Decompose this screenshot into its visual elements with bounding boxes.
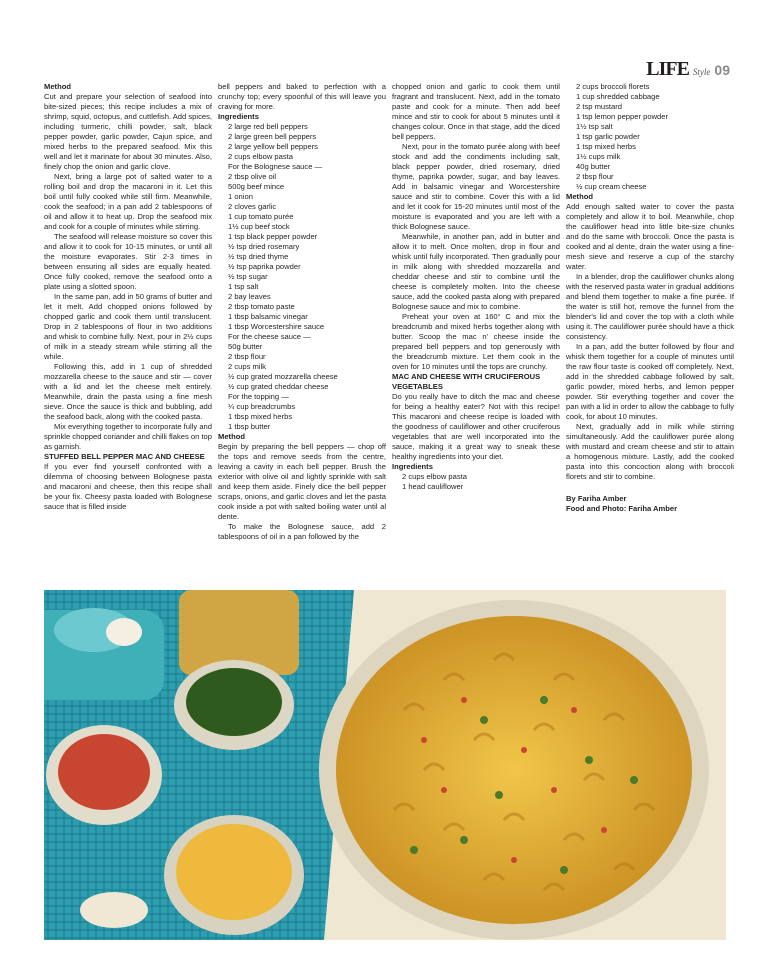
magazine-logo: LIFE [646,58,689,80]
section-heading: Ingredients [218,112,259,121]
byline [566,494,734,514]
ingredient-item: 2 bay leaves [228,292,271,301]
food-photo [44,590,726,940]
magazine-logo-sub: Style [692,67,711,77]
chili-flakes [58,734,150,810]
ingredient-item: ½ cup cream cheese [576,182,647,191]
ingredient-item: 2 cups broccoli florets [576,82,650,91]
paragraph: Mix everything together to incorporate fully and sprinkle chopped coriander and chilli flakes on top as garnish. [44,422,213,451]
paragraph: To make the Bolognese sauce, add 2 tablespoons of oil in a pan followed by the [218,522,386,541]
ingredient-item: ½ tsp dried thyme [228,252,289,261]
page-number: 09 [714,62,730,78]
ingredient-item: 1 tbsp butter [228,422,271,431]
paragraph: Next, gradually add in milk while stirring simultaneously. Add the cauliflower purée along with mustard and cream cheese and stir to attain a homogenous mixture. Lastly, add the cooked pasta into this concoction along with broccoli florets and stir to combine. [566,422,734,481]
byline-photo-credit: Food and Photo: Fariha Amber [566,504,678,513]
ingredient-item: For the cheese sauce — [228,332,311,341]
paragraph: Preheat your oven at 160° C and mix the breadcrumb and mixed herbs together along with butter. Scoop the mac n' cheese inside the prepared bell peppers and top generously with the breadcrumb mixture. Let them cook in the oven for 10 minutes until the tops are crunchy. [392,312,560,371]
ingredient-item: 1½ cups milk [576,152,621,161]
ingredient-item: 2 tbsp flour [576,172,614,181]
paragraph: The seafood will release moisture so cover this and allow it to cook for 10-15 minutes, or until all the moisture evaporates. Stir 2-3 times in between ensuring all sides are equally heated. Once fully cooked, remove the seafood onto a plate using a slotted spoon. [44,232,212,291]
mac-and-cheese [336,616,692,924]
paragraph: Add enough salted water to cover the pasta completely and allow it to boil. Meanwhile, chop the cauliflower head into little bite-size chunks and do the same with broccoli. Once the pasta is cooked and al dente, drain the water using a fine-mesh sieve and reserve a cup of the starchy water. [566,202,734,271]
ingredient-item: 2 cloves garlic [228,202,277,211]
section-heading: STUFFED BELL PEPPER MAC AND CHEESE [44,452,205,461]
ingredient-item: ½ cup grated cheddar cheese [228,382,329,391]
ingredient-item: 1 tbsp Worcestershire sauce [228,322,325,331]
ingredient-item: 2 cups elbow pasta [402,472,468,481]
ingredient-item: 2 large yellow bell peppers [228,142,318,151]
ingredient-item: 50g butter [228,342,263,351]
ingredient-item: 1 tsp garlic powder [576,132,640,141]
ingredient-item: 1 tsp mixed herbs [576,142,636,151]
paragraph: In the same pan, add in 50 grams of butter and let it melt. Add chopped onions followed by chopped garlic and cook them until translucent. Drop in 2 tablespoons of flour in two additions and whisk to combine fully. Next, pour in 2½ cups of milk in a steady stream while stirring all the while. [44,292,212,361]
ingredient-item: 1½ cup beef stock [228,222,290,231]
paragraph: Meanwhile, in another pan, add in butter and allow it to melt. Once molten, drop in flour and whisk until fully incorporated. Then gradually pour in milk along with shredded mozzarella and cheddar cheese and stir to combine until the cheese is completely molten. Into the cheese sauce, add the cooked pasta along with prepared Bolognese sauce and mix to combine. [392,232,560,311]
text-column-2 [218,82,386,542]
paragraph: bell peppers and baked to perfection with a crunchy top; every spoonful of this will leave you craving for more. [218,82,386,111]
ingredient-item: 1 onion [228,192,253,201]
paragraph: Cut and prepare your selection of seafood into bite-sized pieces; this recipe includes a mix of shrimp, squid, octopus, and cuttlefish. Add spices, including turmeric, chilli powder, salt, black pepper powder, garlic powder, Cajun spice, and mixed herbs to the prepared seafood. Mix this well and let it marinate for about 30 minutes. Also, finely chop the onion and garlic clove. [44,92,212,171]
byline-author: By Fariha Amber [566,494,627,503]
paragraph: In a pan, add the butter followed by flour and whisk them together for a couple of minutes until the raw flour taste is cooked off completely. Next, add in the shredded cabbage followed by salt, garlic powder, mixed herbs, and lemon pepper powder. Stir everything together and cover the pan with a lid in order to allow the cabbage to fully cook, for about 10 minutes. [566,342,735,421]
ingredient-item: 1 cup shredded cabbage [576,92,660,101]
section-heading: Method [44,82,71,91]
ingredient-item: 1 tbsp mixed herbs [228,412,293,421]
ingredient-item: 2 cups milk [228,362,266,371]
ingredient-item: 1 tbsp balsamic vinegar [228,312,308,321]
section-heading: Ingredients [392,462,433,471]
ingredient-item: 2 large green bell peppers [228,132,317,141]
ingredient-item: 500g beef mince [228,182,285,191]
section-heading: Method [566,192,593,201]
ingredient-item: ½ tsp sugar [228,272,268,281]
ingredient-item: ½ tsp paprika powder [228,262,301,271]
ingredient-item: ½ cup grated mozzarella cheese [228,372,338,381]
paragraph: chopped onion and garlic to cook them until fragrant and translucent. Next, add in the tomato paste and cook for a minute. Then add beef mince and stir to cook for about 5 minutes until it changes colour. Once in that stage, add the diced bell peppers. [392,82,560,141]
text-column-1 [44,82,212,512]
ingredient-item: 1 head cauliflower [402,482,464,491]
ingredient-item: 1 cup tomato purée [228,212,294,221]
paragraph: Following this, add in 1 cup of shredded mozzarella cheese to the sauce and stir — cover with a lid and let the cheese melt entirely. Meanwhile, drain the pasta using a fine mesh sieve. Once the sauce is thick and bubbling, add the seafood back, along with the cooked pasta. [44,362,212,421]
chopped-herbs [186,668,282,736]
paragraph: Do you really have to ditch the mac and cheese for being a healthy eater? Not with this recipe! This macaroni and cheese recipe is loaded with the goodness of cauliflower and other cruciferous vegetables that are well incorporated into the sauce, making it a great way to sneak these healthy ingredients into your diet. [392,392,560,461]
small-dish [80,892,148,928]
paragraph: If you ever find yourself confronted with a dilemma of choosing between Bolognese pasta and macaroni and cheese, then this recipe shall be your fix. Cheesy pasta loaded with Bolognese sauce that is filled inside [44,462,212,511]
paragraph: Begin by preparing the bell peppers — chop off the tops and remove seeds from the centre, leaving a cavity in each bell pepper. Brush the exterior with olive oil and lightly sprinkle with salt and keep them aside. Finely dice the bell pepper scraps, onions, and garlic cloves and let the pasta cook inside a pot with salted boiling water until al dente. [218,442,387,521]
paragraph: In a blender, drop the cauliflower chunks along with the reserved pasta water in gradual additions and blend them together to make a fine purée. If the water is still hot, remove the funnel from the blender's lid and cover the top with a cloth while using it. The cauliflower purée should have a thick consistency. [566,272,734,341]
candle [106,618,142,646]
paragraph: Next, bring a large pot of salted water to a rolling boil and drop the macaroni in it. Let this boil until fully cooked while still firm. Meanwhile, cook the seafood; in a pan add 2 tablespoons of oil and allow it to heat up. Drop the seafood mix and cook for a couple of minutes while stirring. [44,172,212,231]
ingredient-item: For the Bolognese sauce — [228,162,323,171]
page-header [646,58,730,81]
ingredient-item: For the topping — [228,392,289,401]
section-heading: MAC AND CHEESE WITH CRUCIFEROUS VEGETABLES [392,372,541,391]
ingredient-item: 2 tbsp tomato paste [228,302,295,311]
paragraph: Next, pour in the tomato purée along with beef stock and add the condiments including salt, black pepper powder, dried rosemary, dried thyme, paprika powder, sugar, and bay leaves. Add in balsamic vinegar and Worcestershire sauce and stir to combine. Cover this with a lid and let it cook for 15-20 minutes until most of the moisture is evaporated and you are left with a thick Bolognese sauce. [392,142,560,231]
ingredient-item: ½ tsp dried rosemary [228,242,300,251]
mac-and-cheese-photo-illustration [44,590,726,940]
ingredient-item: 2 tsp mustard [576,102,623,111]
ingredient-item: 40g butter [576,162,611,171]
ingredient-item: 2 tbsp flour [228,352,266,361]
text-column-3 [392,82,560,492]
ingredient-item: 2 large red bell peppers [228,122,308,131]
text-column-4 [566,82,734,514]
ingredient-item: 1 tsp salt [228,282,259,291]
ingredient-item: 1½ tsp salt [576,122,613,131]
ingredient-item: 1 tsp lemon pepper powder [576,112,669,121]
ingredient-item: 2 tbsp olive oil [228,172,277,181]
ingredient-item: 2 cups elbow pasta [228,152,294,161]
ingredient-item: 1 tsp black pepper powder [228,232,318,241]
raw-macaroni [176,824,292,920]
section-heading: Method [218,432,245,441]
ingredient-item: ¼ cup breadcrumbs [228,402,296,411]
